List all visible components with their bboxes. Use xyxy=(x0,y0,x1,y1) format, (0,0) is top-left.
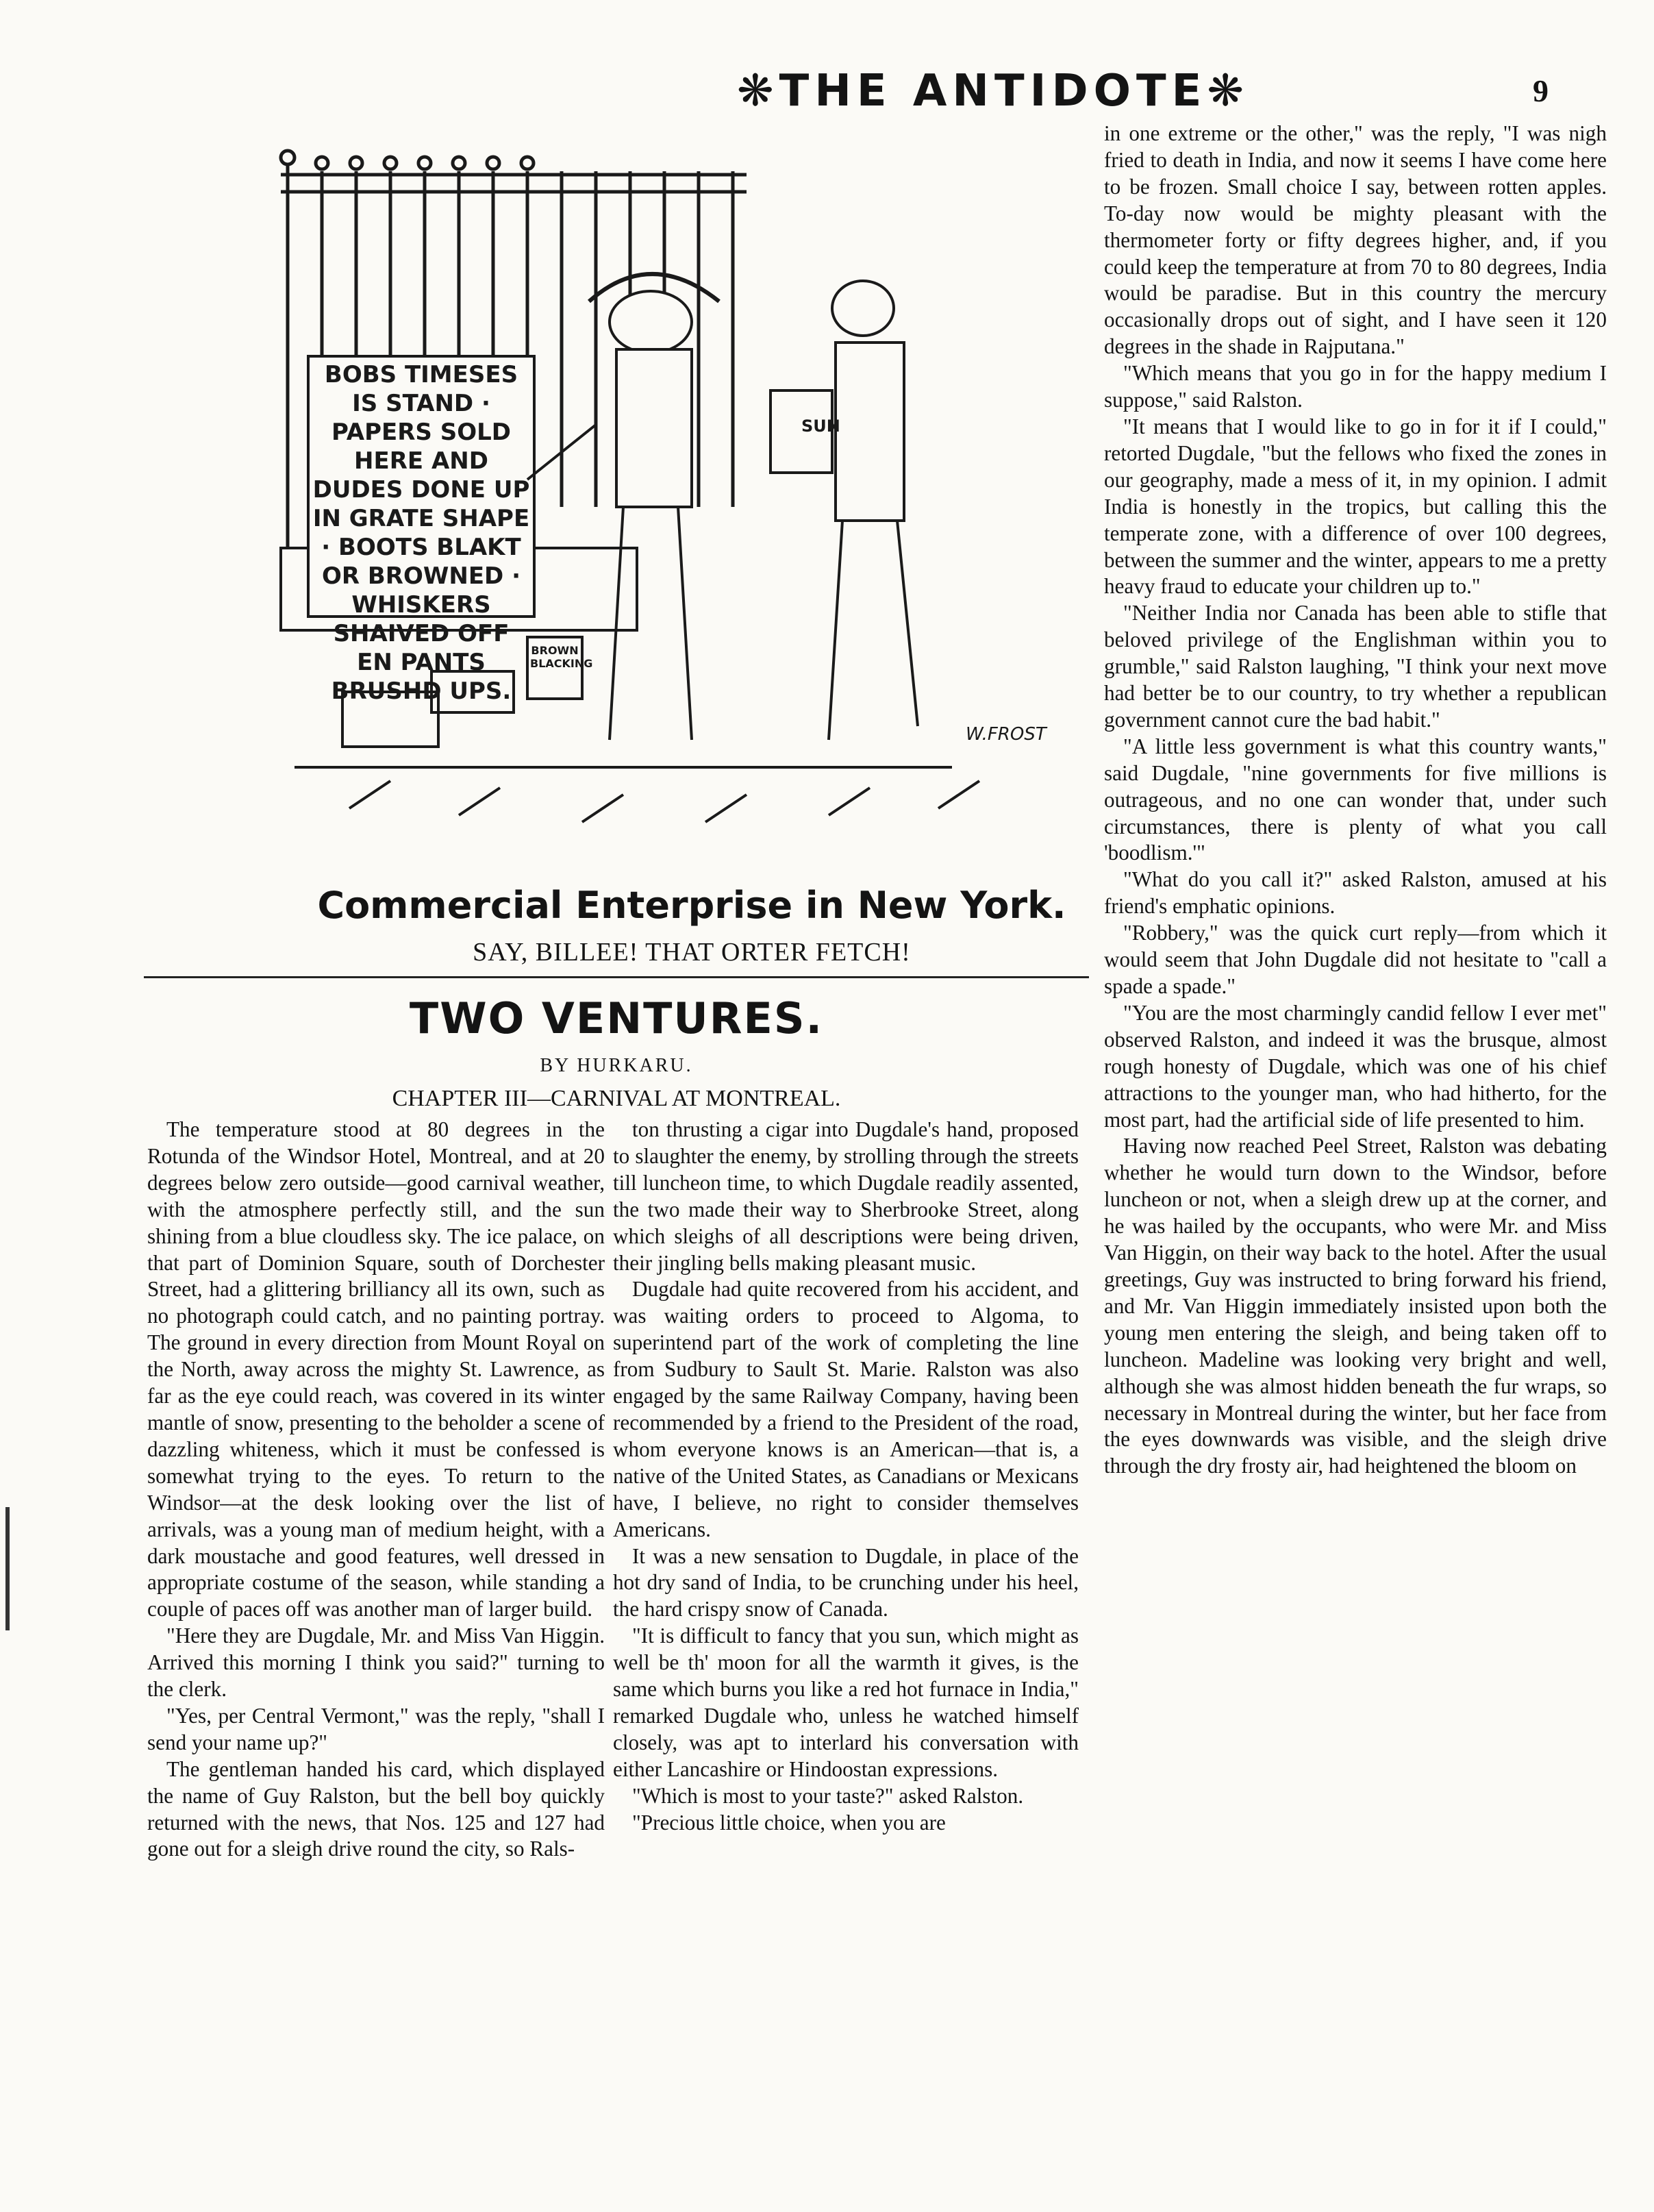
section-divider xyxy=(144,976,1089,978)
masthead-text: THE ANTIDOTE xyxy=(779,66,1207,116)
paragraph: "A little less government is what this country wants," said Dugdale, "nine governments for five millions is outrageous, and no one can wonder that, under such circumstances, there is plenty of what you call 'boodlism.'" xyxy=(1104,734,1607,865)
paragraph: "Robbery," was the quick curt reply—from which it would seem that John Dugdale did not hesitate to "call a spade a spade." xyxy=(1104,921,1607,998)
newspaper-label: SUN xyxy=(801,417,840,436)
article-column-right xyxy=(1104,121,1607,1480)
masthead-title xyxy=(589,66,1397,116)
story-title: TWO VENTURES. xyxy=(409,993,824,1043)
pavement-lines xyxy=(295,767,979,822)
paragraph: ton thrusting a cigar into Dugdale's hand, proposed to slaughter the enemy, by strolling through the streets till luncheon time, to which Dugdale readily assented, the two made their way to Sherbrooke Street, along which sleighs of all descriptions were being driven, their jingling bells making pleasant music. xyxy=(613,1117,1079,1275)
ornament-right: ❋ xyxy=(1207,66,1249,116)
blacking-box-label: BROWN BLACKING xyxy=(530,644,593,670)
cartoon-illustration xyxy=(267,123,1103,856)
cartoon-caption-subtitle: SAY, BILLEE! THAT ORTER FETCH! xyxy=(473,938,911,967)
chapter-heading: CHAPTER III—CARNIVAL AT MONTREAL. xyxy=(392,1086,841,1111)
paragraph: Having now reached Peel Street, Ralston was debating whether he would turn down to the Windsor, before luncheon or not, when a sleigh drew up at the corner, and he was hailed by the occupants, who were Mr. and Miss Van Higgin, on their way back to the hotel. After the usual greetings, Guy was instructed to bring forward his friend, and Mr. Van Higgin immediately insisted upon both the young men entering the sleigh, and being taken off to luncheon. Madeline was looking very bright and well, although she was almost hidden beneath the fur wraps, so necessary in Montreal during the winter, but her face from the eyes downwards was visible, and the sleigh drive through the dry frosty air, had heightened the bloom on xyxy=(1104,1134,1607,1478)
paragraph: "It means that I would like to go in for it if I could," retorted Dugdale, "but the fellows who fixed the zones in our geography, made a mess of it, in my opinion. I admit India is honestly in the tropics, but calling this the temperate zone, with a difference of over 100 degrees, between the summer and the winter, appears to me a pretty heavy fraud to educate your children up to." xyxy=(1104,414,1607,599)
page-number: 9 xyxy=(1533,73,1549,108)
paragraph: The temperature stood at 80 degrees in the Rotunda of the Windsor Hotel, Montreal, and at 20 degrees below zero outside—good carnival weather, with the atmosphere perfectly still, and the sun shining from a blue cloudless sky. The ice palace, on that part of Dominion Square, south of Dorchester Street, had a glittering brilliancy all its own, such as no photograph could catch, and no painting portray. The ground in every direction from Mount Royal on the North, away across the mighty St. Lawrence, as far as the eye could reach, was covered in its winter mantle of snow, presenting to the beholder a scene of dazzling whiteness, which it must be confessed is somewhat trying to the eyes. To return to the Windsor—at the desk looking over the list of arrivals, was a young man of medium height, with a dark moustache and good features, well dressed in appropriate costume of the season, while standing a couple of paces off was another man of larger build. xyxy=(147,1117,605,1621)
paragraph: "Precious little choice, when you are xyxy=(632,1810,946,1835)
ornament-left: ❋ xyxy=(737,66,779,116)
bootblack-sign: BOBS TIMESES IS STAND · PAPERS SOLD HERE AND DUDES DONE UP IN GRATE SHAPE · BOOTS BLAKT OR BROWNED · WHISKERS SHAIVED OFF EN PANTS BRUSHD UPS. xyxy=(312,361,530,705)
paragraph: "Which means that you go in for the happy medium I suppose," said Ralston. xyxy=(1104,361,1607,412)
paragraph: Dugdale had quite recovered from his accident, and was waiting orders to proceed to Algoma, to superintend part of the work of completing the line from Sudbury to Sault St. Marie. Ralston was also engaged by the same Railway Company, having been recommended by a friend to the President of the road, whom everyone knows is an American—that is, a native of the United States, as Canadians or Mexicans have, I believe, no right to consider themselves Americans. xyxy=(613,1277,1079,1541)
paragraph: "What do you call it?" asked Ralston, amused at his friend's emphatic opinions. xyxy=(1104,867,1607,919)
paragraph: "It is difficult to fancy that you sun, which might as well be th' moon for all the warmth it gives, is the same which burns you like a red hot furnace in India," remarked Dugdale who, unless he watched himself closely, was apt to interlard his conversation with either Lancashire or Hindoostan expressions. xyxy=(613,1624,1079,1781)
article-column-left xyxy=(147,1117,605,1863)
paragraph: The gentleman handed his card, which displayed the name of Guy Ralston, but the bell boy quickly returned with the news, that Nos. 125 and 127 had gone out for a sleigh drive round the city, so Rals- xyxy=(147,1756,605,1861)
paragraph: "Yes, per Central Vermont," was the reply, "shall I send your name up?" xyxy=(147,1703,605,1754)
artist-signature: W.FROST xyxy=(966,724,1047,745)
paragraph: "Neither India nor Canada has been able to stifle that beloved privilege of the Englishman within you to grumble," said Ralston laughing, "I think your next move had better be to our country, to try whether a republican government cannot cure the bad habit." xyxy=(1104,601,1607,732)
cartoon-caption-title: Commercial Enterprise in New York. xyxy=(317,884,1066,927)
paragraph: "Here they are Dugdale, Mr. and Miss Van Higgin. Arrived this morning I think you said?" turning to the clerk. xyxy=(147,1624,605,1702)
paragraph: "You are the most charmingly candid fellow I ever met" observed Ralston, and indeed it was the brusque, almost rough honesty of Dugdale, which was one of his chief attractions to the younger man, who had hitherto, for the most part, had the artificial side of life presented to him. xyxy=(1104,1000,1607,1132)
fence-spikes xyxy=(281,151,534,169)
paragraph: "Which is most to your taste?" asked Ralston. xyxy=(632,1783,1024,1808)
binding-edge-mark xyxy=(5,1507,10,1630)
boy-right xyxy=(770,281,918,740)
paragraph: in one extreme or the other," was the reply, "I was nigh fried to death in India, and now it seems I have come here to be frozen. Small choice I say, between rotten apples. To-day now would be mighty pleasant with the thermometer forty or fifty degrees higher, and, if you could keep the temperature at from 70 to 80 degrees, India would be paradise. But in this country the mercury occasionally drops out of sight, and I have seen it 120 degrees in the shade in Rajputana." xyxy=(1104,121,1607,359)
article-column-middle xyxy=(613,1117,1079,1836)
story-byline: BY HURKARU. xyxy=(540,1055,693,1076)
paragraph: It was a new sensation to Dugdale, in place of the hot dry sand of India, to be crunching under his heel, the hard crispy snow of Canada. xyxy=(613,1543,1079,1621)
